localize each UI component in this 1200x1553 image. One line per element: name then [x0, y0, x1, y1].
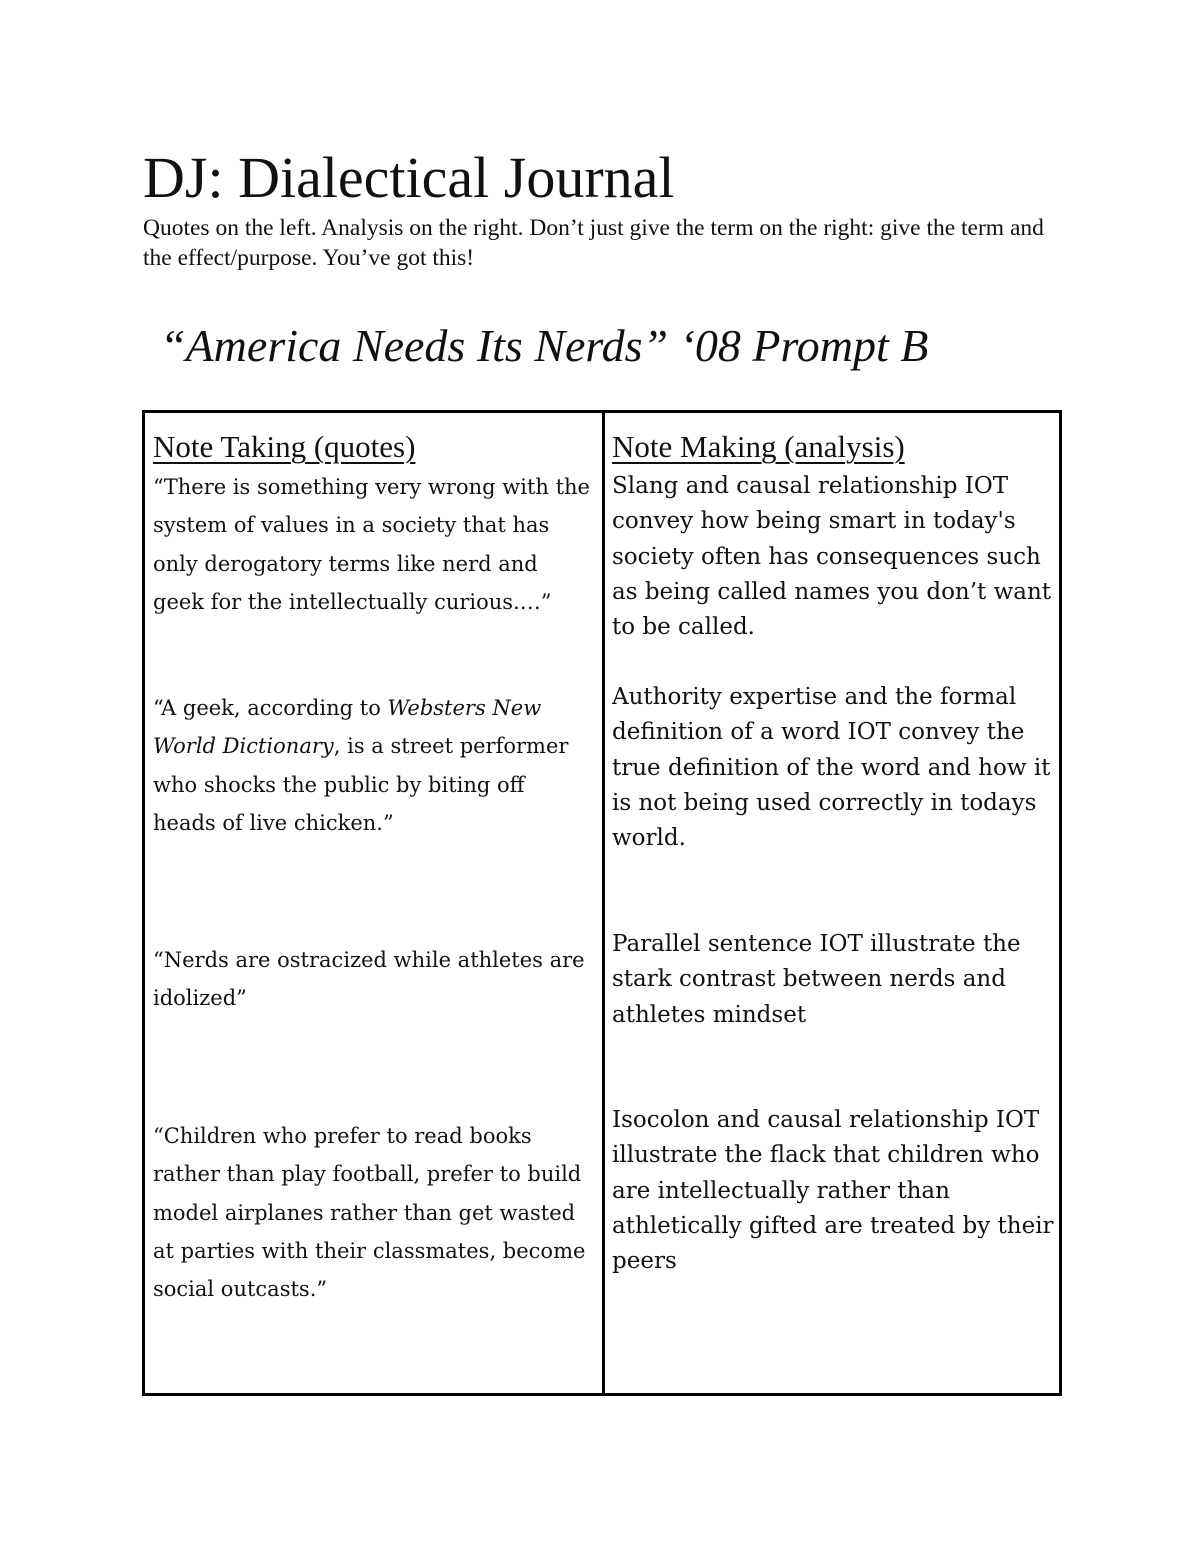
- note-making-header: Note Making (analysis): [612, 429, 905, 464]
- quote-text: , is a street performer who shocks the public by biting off heads of live chicken.”: [153, 734, 569, 835]
- analysis-cell: Authority expertise and the formal definition of a word IOT convey the true definition of the word and how it is not being used correctly in todays world.: [612, 684, 1051, 852]
- dictionary-title: Websters New World Dictionary: [153, 696, 542, 759]
- analysis-cell: Slang and causal relationship IOT convey how being smart in today's society often has consequences such as being called names you don’t want to be called.: [612, 473, 1052, 641]
- quote-text: “There is something very wrong with the system of values in a society that has only derogatory terms like nerd and geek for the intellectually curious.…”: [153, 475, 590, 614]
- quote-text: “A geek, according to: [153, 696, 388, 720]
- analysis-cell: Parallel sentence IOT illustrate the stark contrast between nerds and athletes mindset: [612, 931, 1021, 1028]
- note-taking-header: Note Taking (quotes): [153, 429, 416, 464]
- instructions-text: Quotes on the left. Analysis on the right. Don’t just give the term on the right: give the term and the effect/purpose. You’ve got this!: [143, 215, 1044, 271]
- quote-text: “Children who prefer to read books rather than play football, prefer to build model airplanes rather than get wasted at parties with their classmates, become social outcasts.”: [153, 1124, 586, 1302]
- quote-cell: [153, 1117, 593, 1308]
- quote-cell: [153, 689, 593, 842]
- page-title: DJ: Dialectical Journal: [143, 145, 675, 210]
- column-divider: [602, 413, 605, 1393]
- dialectical-journal-table: [142, 410, 1062, 1396]
- quote-cell: [153, 468, 593, 621]
- prompt-subtitle: “America Needs Its Nerds” ‘08 Prompt B: [160, 320, 929, 371]
- quote-text: “Nerds are ostracized while athletes are idolized”: [153, 948, 585, 1011]
- analysis-cell: Isocolon and causal relationship IOT illustrate the flack that children who are intellectually rather than athletically gifted are treated by their peers: [612, 1107, 1054, 1275]
- quote-cell: [153, 941, 593, 1018]
